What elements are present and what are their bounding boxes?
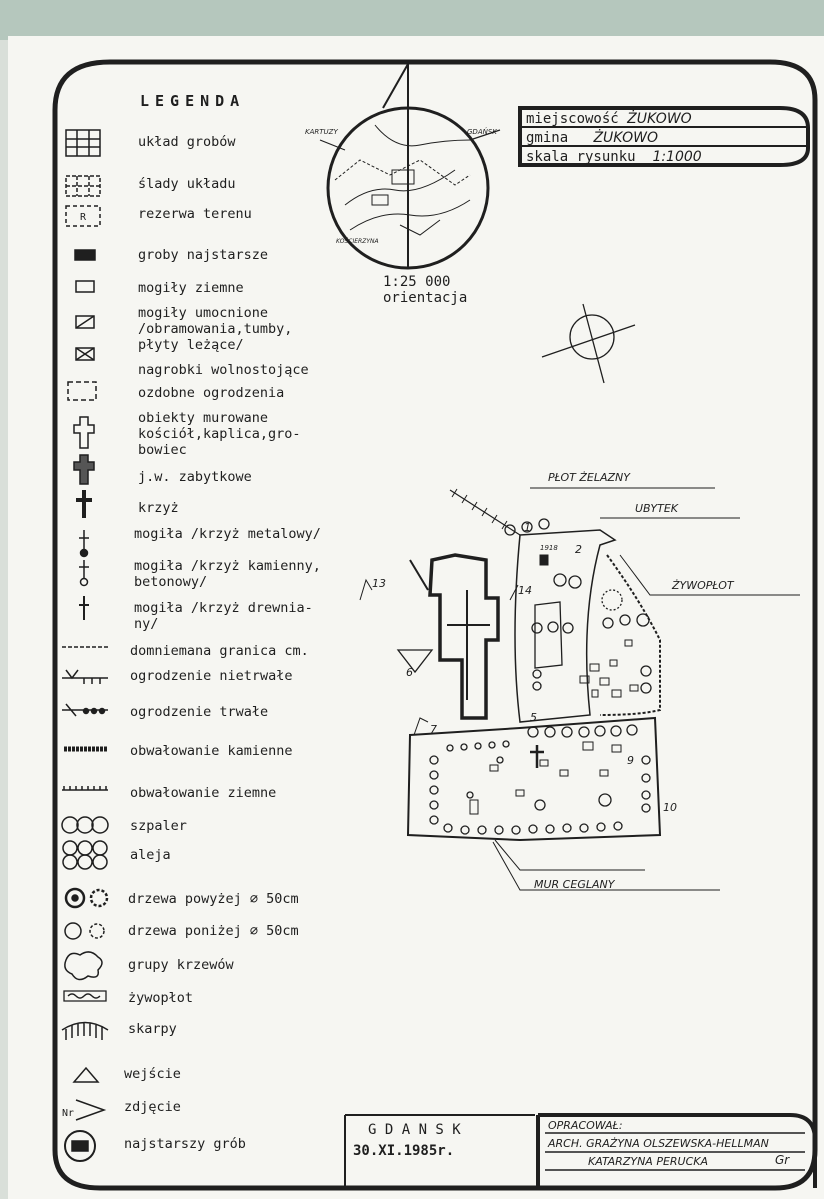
place-koscierzyna: KOŚCIERZYNA [336, 238, 379, 245]
legend-label: krzyż [138, 500, 179, 516]
photo-number: 10 [663, 801, 677, 814]
north-arrow-icon [383, 64, 408, 268]
cross-rect-icon [76, 348, 94, 360]
metal-cross-icon [79, 530, 89, 557]
gmina-label: gmina ŻUKOWO [526, 130, 658, 146]
place-label: miejscowość ŻUKOWO [526, 111, 692, 127]
photo-number: 1 [524, 521, 531, 534]
big-tree-icon [66, 889, 107, 907]
legend-label: mogiła /krzyż kamienny, betonowy/ [134, 558, 321, 590]
author-2: KATARZYNA PERUCKA [588, 1155, 709, 1168]
photo-number: 9 [627, 754, 634, 767]
church-outline-icon [74, 417, 94, 448]
orientation-scale: 1:25 000 [383, 274, 451, 290]
reserve-icon [66, 206, 100, 226]
scale-label: skala rysunku 1:1000 [526, 149, 702, 165]
footer-city: G D A N S K [368, 1122, 461, 1138]
legend-label: j.w. zabytkowe [138, 469, 252, 485]
author-1: ARCH. GRAŻYNA OLSZEWSKA-HELLMAN [548, 1137, 769, 1150]
hedge-icon [64, 991, 106, 1001]
oldest-grave-icon [65, 1131, 95, 1161]
stone-cross-icon [79, 560, 89, 586]
photo-number: 2 [575, 543, 582, 556]
svg-text:Nr: Nr [62, 1108, 75, 1119]
svg-text:R: R [80, 212, 87, 223]
signature: Gr [775, 1153, 790, 1167]
earth-embankment-icon [62, 786, 108, 790]
legend-label: domniemana granica cm. [130, 643, 309, 659]
legend-label: zdjęcie [124, 1099, 181, 1115]
legend-label: ogrodzenie nietrwałe [130, 668, 293, 684]
compass-icon [542, 304, 635, 383]
legend-label: obwałowanie kamienne [130, 743, 293, 759]
label-plot: PŁOT ŻELAZNY [548, 471, 630, 484]
legend-label: mogiły ziemne [138, 280, 244, 296]
legend-label: drzewa poniżej ⌀ 50cm [128, 923, 299, 939]
small-tree-icon [65, 923, 104, 939]
orientation-caption: orientacja [383, 290, 468, 306]
legend-label: wejście [124, 1066, 181, 1082]
tree-row-icon [62, 817, 108, 833]
slash-rect-icon [76, 316, 94, 328]
legend-label: żywopłot [128, 990, 194, 1006]
legend-label: ozdobne ogrodzenia [138, 385, 285, 401]
entrance-icon [74, 1068, 98, 1082]
filled-rect-icon [75, 250, 95, 260]
slope-icon [62, 1022, 108, 1040]
grid-icon [66, 130, 100, 156]
church-filled-icon [74, 455, 94, 484]
place-gdansk: GDAŃSK [467, 128, 497, 136]
legend-label: mogiły umocnione /obramowania,tumby, płyty leżące/ [138, 305, 293, 353]
place-kartuzy: KARTUZY [305, 128, 338, 136]
legend-label: szpaler [130, 818, 187, 834]
label-ubytek: UBYTEK [635, 502, 679, 515]
legend-label: obwałowanie ziemne [130, 785, 277, 801]
photo-icon [62, 1100, 104, 1120]
legend-label: obiekty murowane kościół,kaplica,gro- bowiec [138, 410, 301, 458]
legend-label: mogiła /krzyż drewnia- ny/ [134, 600, 313, 632]
legend-label: aleja [130, 847, 171, 863]
legend-label: ogrodzenie trwałe [130, 704, 269, 720]
shrubs-icon [65, 952, 102, 980]
label-year: 1918 [540, 544, 558, 552]
empty-rect-icon [76, 281, 94, 292]
legend-label: ślady układu [138, 176, 236, 192]
legend-label: układ grobów [138, 134, 236, 150]
label-zywoplot: ŻYWOPŁOT [672, 579, 734, 592]
photo-number: 7 [430, 723, 437, 736]
legend-label: grupy krzewów [128, 957, 234, 973]
footer-date: 30.XI.1985r. [353, 1143, 455, 1159]
perm-fence-icon [62, 704, 108, 716]
alley-icon [63, 841, 107, 869]
legend-label: najstarszy grób [124, 1136, 246, 1152]
photo-number: 14 [518, 584, 532, 597]
photo-number: 5 [530, 711, 537, 724]
temp-fence-icon [62, 670, 108, 684]
legend-label: groby najstarsze [138, 247, 269, 263]
photo-number: 6 [406, 666, 413, 679]
legend-label: rezerwa terenu [138, 206, 252, 222]
prepared-label: OPRACOWAŁ: [548, 1119, 623, 1132]
legend-label: drzewa powyżej ⌀ 50cm [128, 891, 299, 907]
legend-title: LEGENDA [140, 92, 246, 110]
legend-label: skarpy [128, 1021, 177, 1037]
dashed-grid-icon [66, 176, 100, 196]
label-mur: MUR CEGLANY [534, 878, 615, 891]
wood-cross-icon [79, 596, 89, 620]
dashed-rect-icon [68, 382, 96, 400]
bold-cross-icon [76, 490, 92, 518]
legend-label: mogiła /krzyż metalowy/ [134, 526, 321, 542]
photo-number: 13 [372, 577, 386, 590]
legend-label: nagrobki wolnostojące [138, 362, 309, 378]
